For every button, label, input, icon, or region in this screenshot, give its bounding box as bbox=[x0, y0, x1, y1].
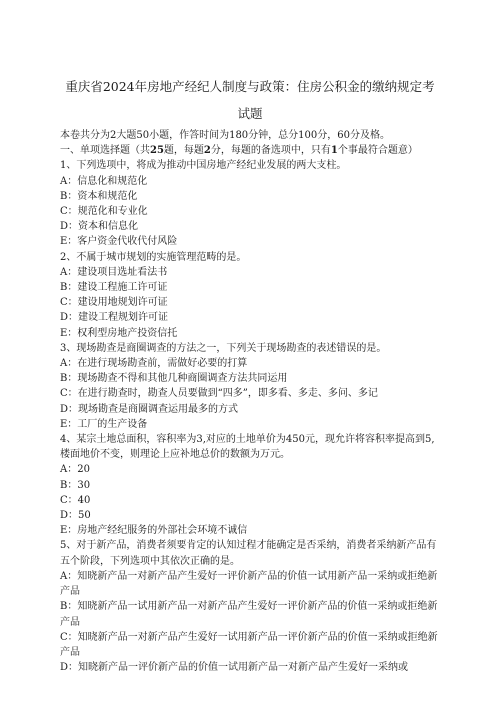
question-stem: 2、不属于城市规划的实施管理范畴的是。 bbox=[60, 251, 247, 263]
intro-text: 本卷共分为2大题50小题，作答时间为180分钟，总分100分，60分及格。 bbox=[60, 130, 390, 141]
section-one: 1 bbox=[330, 145, 338, 157]
question-stem: 4、某宗土地总面积，容积率为3,对应的土地单价为450元，现允许将容积率提高到5,楼面地价不变，则理论上应补地总价的数额为万元。 bbox=[60, 434, 435, 461]
option: A：知晓新产品一对新产品产生爱好一评价新产品的价值一试用新产品一采纳或拒绝新产品 bbox=[60, 570, 438, 598]
option: B：现场勘查不得和其他几种商圈调查方法共同运用 bbox=[60, 373, 288, 385]
question-stem: 3、现场勘查是商圈调查的方法之一，下列关于现场勘查的表述错误的是。 bbox=[60, 342, 387, 354]
option: B：资本和规范化 bbox=[60, 190, 138, 202]
doc-title-line1: 重庆省2024年房地产经纪人制度与政策：住房公积金的缴纳规定考 bbox=[65, 79, 435, 94]
option: A：在进行现场勘查前，需做好必要的打算 bbox=[60, 358, 248, 370]
option: D：资本和信息化 bbox=[60, 221, 139, 233]
doc-body bbox=[60, 128, 440, 675]
option: B：知晓新产品一试用新产品一对新产品产生爱好一评价新产品的价值一采纳或拒绝新产品 bbox=[60, 601, 438, 628]
question-stem: 1、下列选项中，将成为推动中国房地产经纪业发展的两大支柱。 bbox=[60, 160, 347, 172]
option: C：40 bbox=[60, 494, 91, 506]
option: E：房地产经纪服务的外部社会环境不诚信 bbox=[60, 525, 248, 537]
question-stem: 5、对于新产品，消费者须要肯定的认知过程才能确定是否采纳，消费者采纳新产品有五个阶段，下列选项中其依次正确的是。 bbox=[60, 540, 437, 567]
section-text: 一、单项选择题（共 bbox=[60, 145, 150, 157]
option: E：客户资金代收代付风险 bbox=[60, 236, 178, 248]
option: B：30 bbox=[60, 479, 91, 491]
option: C：规范化和专业化 bbox=[60, 206, 148, 218]
option: A：信息化和规范化 bbox=[60, 175, 148, 187]
section-count: 25 bbox=[150, 145, 164, 157]
section-text: 分，每题的备选项中，只有 bbox=[210, 145, 331, 157]
option: A：20 bbox=[60, 464, 90, 476]
option: E：工厂的生产设备 bbox=[60, 418, 148, 430]
option: A：建设项目选址看法书 bbox=[60, 266, 168, 278]
section-text: 个事最符合题意） bbox=[337, 145, 418, 157]
option: D：50 bbox=[60, 510, 91, 522]
option: D：现场勘查是商圈调查运用最多的方式 bbox=[60, 403, 239, 415]
option: E：权利型房地产投资信托 bbox=[60, 327, 178, 339]
option: C：建设用地规划许可证 bbox=[60, 297, 168, 309]
section-points: 2 bbox=[203, 145, 211, 157]
option: D：知晓新产品一评价新产品的价值一试用新产品一对新产品产生爱好一采纳或 bbox=[60, 662, 409, 674]
option: B：建设工程施工许可证 bbox=[60, 282, 168, 294]
option: D：建设工程规划许可证 bbox=[60, 312, 169, 324]
doc-title-line2: 试题 bbox=[237, 106, 263, 121]
option: C：知晓新产品一对新产品产生爱好一试用新产品一评价新产品的价值一采纳或拒绝新产品 bbox=[60, 631, 438, 658]
section-text: 题，每题 bbox=[163, 145, 204, 157]
option: C：在进行勘查时，勘查人员要做到“四多”，即多看、多走、多问、多记 bbox=[60, 388, 378, 400]
section-heading bbox=[60, 143, 440, 158]
